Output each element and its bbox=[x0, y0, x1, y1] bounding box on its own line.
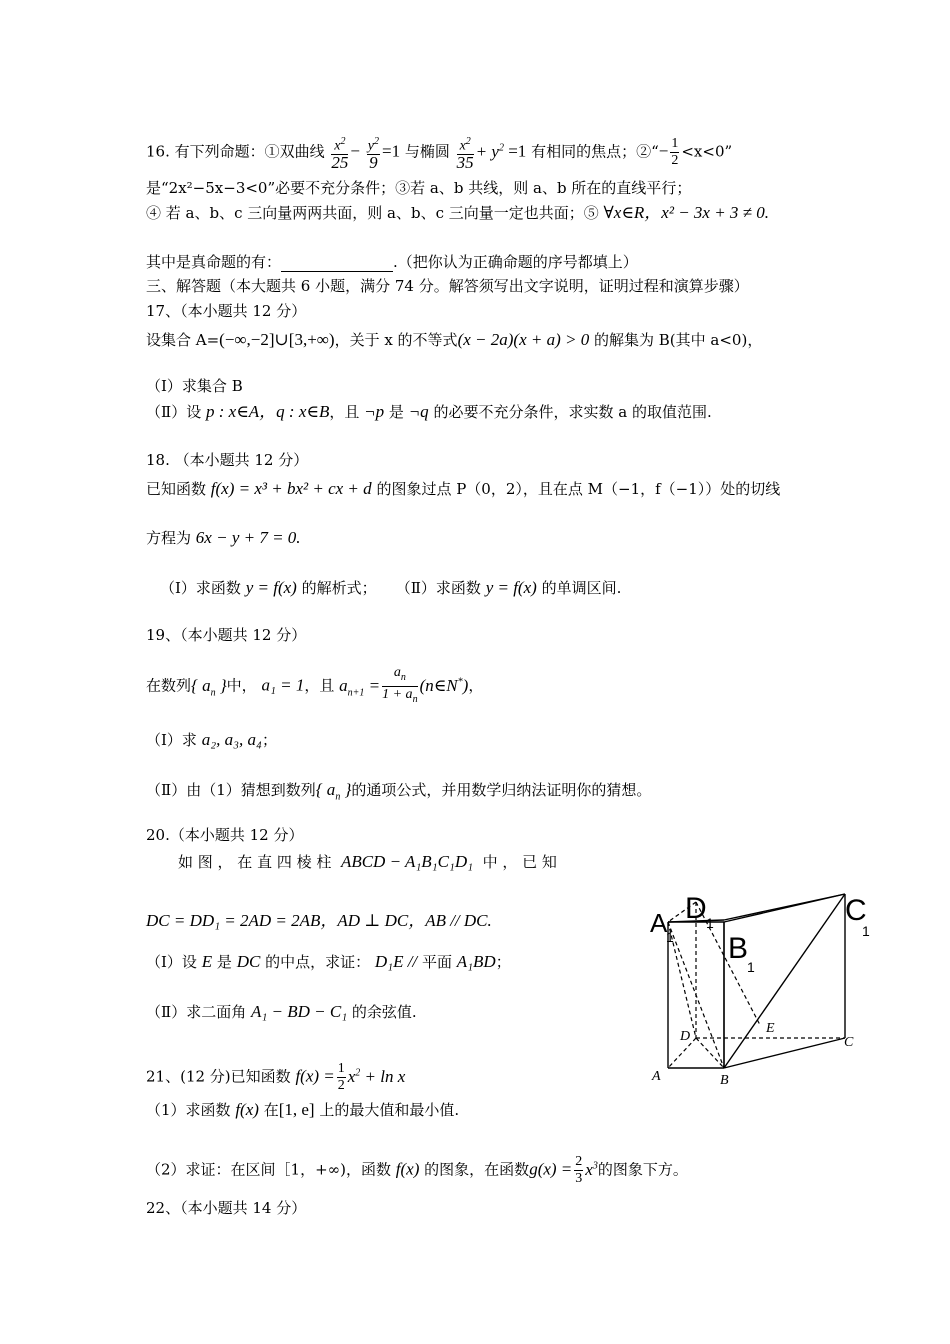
half-frac: $\frac{1}{2}$ bbox=[671, 136, 679, 169]
q16-line3: ④ 若 a、b、c 三向量两两共面，则 a、b、c 三向量一定也共面；⑤ ∀x∈R，x² − 3x + 3 ≠ 0. bbox=[146, 203, 770, 222]
q20-part1: （Ⅰ）设 E 是 DC 的中点，求证： D₁E // 平面 A₁BD； bbox=[146, 952, 511, 971]
q19-head: 19、（本小题共 12 分） bbox=[146, 626, 307, 644]
q17-part1: （Ⅰ）求集合 B bbox=[146, 377, 243, 395]
q21-half-frac: $\frac{1}{2}$ bbox=[337, 1061, 345, 1094]
q21-twothirds-frac: $\frac{2}{3}$ bbox=[575, 1154, 583, 1187]
label-D1: D bbox=[685, 892, 707, 925]
q21-part2: （2）求证：在区间［1，+∞)，函数 f(x) 的图象，在函数g(x) = $\frac{2}{3}$ $x^3$的图象下方。 bbox=[146, 1154, 688, 1187]
q16-line4: 其中是真命题的有： .（把你认为正确命题的序号都填上） bbox=[146, 253, 638, 271]
q17-part2: （Ⅱ）设 p : x∈A，q : x∈B，且 ¬p 是 ¬q 的必要不充分条件，求实数 a 的取值范围. bbox=[146, 402, 712, 421]
q18-line2: 方程为 6x − y + 7 = 0. bbox=[146, 528, 301, 547]
label-A: A bbox=[652, 1069, 661, 1084]
hyperbola-frac-x: $\frac{x^2}{25}$ bbox=[331, 135, 349, 173]
hyperbola-frac-y: $\frac{y^2}{9}$ bbox=[367, 135, 379, 173]
label-A1-sub: 1 bbox=[666, 929, 674, 945]
q18-head: 18. （本小题共 12 分） bbox=[146, 451, 309, 469]
seq-an: { $a_n$ } bbox=[191, 675, 227, 699]
answer-blank bbox=[281, 255, 393, 272]
label-E: E bbox=[766, 1021, 775, 1036]
label-A1: A bbox=[650, 908, 668, 938]
q19-part1: （Ⅰ）求 a₂, a₃, a₄； bbox=[146, 730, 277, 749]
q18-parts: （Ⅰ）求函数 y = f(x) 的解析式； （Ⅱ）求函数 y = f(x) 的单调区间. bbox=[160, 578, 622, 597]
label-B1-sub: 1 bbox=[747, 959, 755, 975]
label-B: B bbox=[720, 1073, 729, 1088]
prism-figure bbox=[640, 880, 870, 1090]
q18-line1: 已知函数 f(x) = x³ + bx² + cx + d 的图象过点 P（0，2），且在点 M（−1，f（−1））处的切线 bbox=[146, 479, 781, 498]
q21-head: 21、(12 分)已知函数 f(x) = $\frac{1}{2}$ $x^2 + \ln x$ bbox=[146, 1061, 406, 1094]
q21-part1: （1）求函数 f(x) 在[1, e] 上的最大值和最小值. bbox=[146, 1100, 460, 1119]
label-D: D bbox=[680, 1029, 691, 1044]
q17-head: 17、（本小题共 12 分） bbox=[146, 302, 307, 320]
ellipse-frac: $\frac{x^2}{35}$ bbox=[456, 135, 474, 173]
q20-line2: DC = DD₁ = 2AD = 2AB，AD ⊥ DC，AB // DC. bbox=[146, 911, 492, 930]
label-C1: C bbox=[845, 894, 867, 927]
q20-part2: （Ⅱ）求二面角 A₁ − BD − C₁ 的余弦值. bbox=[146, 1002, 417, 1021]
q20-head: 20.（本小题共 12 分） bbox=[146, 826, 304, 844]
label-C: C bbox=[844, 1035, 854, 1050]
q16-line2: 是“2x²−5x−3<0”必要不充分条件；③若 a、b 共线，则 a、b 所在的直线平行； bbox=[146, 179, 692, 197]
label-B1: B bbox=[728, 932, 749, 965]
label-C1-sub: 1 bbox=[862, 923, 870, 939]
recurrence-frac: $\frac{a_n}{1 + a_n}$ bbox=[382, 665, 418, 705]
q20-line1: 如 图 ， 在 直 四 棱 柱 ABCD − A₁B₁C₁D₁ 中 ， 已 知 bbox=[178, 852, 557, 871]
q17-line1: 设集合 A=(−∞,−2]∪[3,+∞)，关于 x 的不等式(x − 2a)(x + a) > 0 的解集为 B(其中 a<0)， bbox=[146, 330, 763, 349]
section3-heading: 三、解答题（本大题共 6 小题，满分 74 分。解答须写出文字说明，证明过程和演算步骤） bbox=[146, 277, 749, 295]
label-D1-sub: 1 bbox=[706, 915, 714, 931]
q19-line1: 在数列{ $a_n$ }中， a₁ = 1，且 $a_{n+1}$ = $\frac{a_n}{1 + a_n}$ (n∈N*)， bbox=[146, 662, 483, 713]
q22-head: 22、（本小题共 14 分） bbox=[146, 1199, 307, 1217]
q16-line1: 16. 有下列命题：①双曲线 $\frac{x^2}{25}$ − $\frac{y^2}{9}$ =1 与椭圆 $\frac{x^2}{35}$ + $y^2 =1$ 有相同的焦点；②“− $\frac{1}{2}$ <x<0” bbox=[146, 135, 733, 173]
q19-part2: （Ⅱ）由（1）猜想到数列{ $a_n$ }的通项公式，并用数学归纳法证明你的猜想。 bbox=[146, 780, 652, 803]
